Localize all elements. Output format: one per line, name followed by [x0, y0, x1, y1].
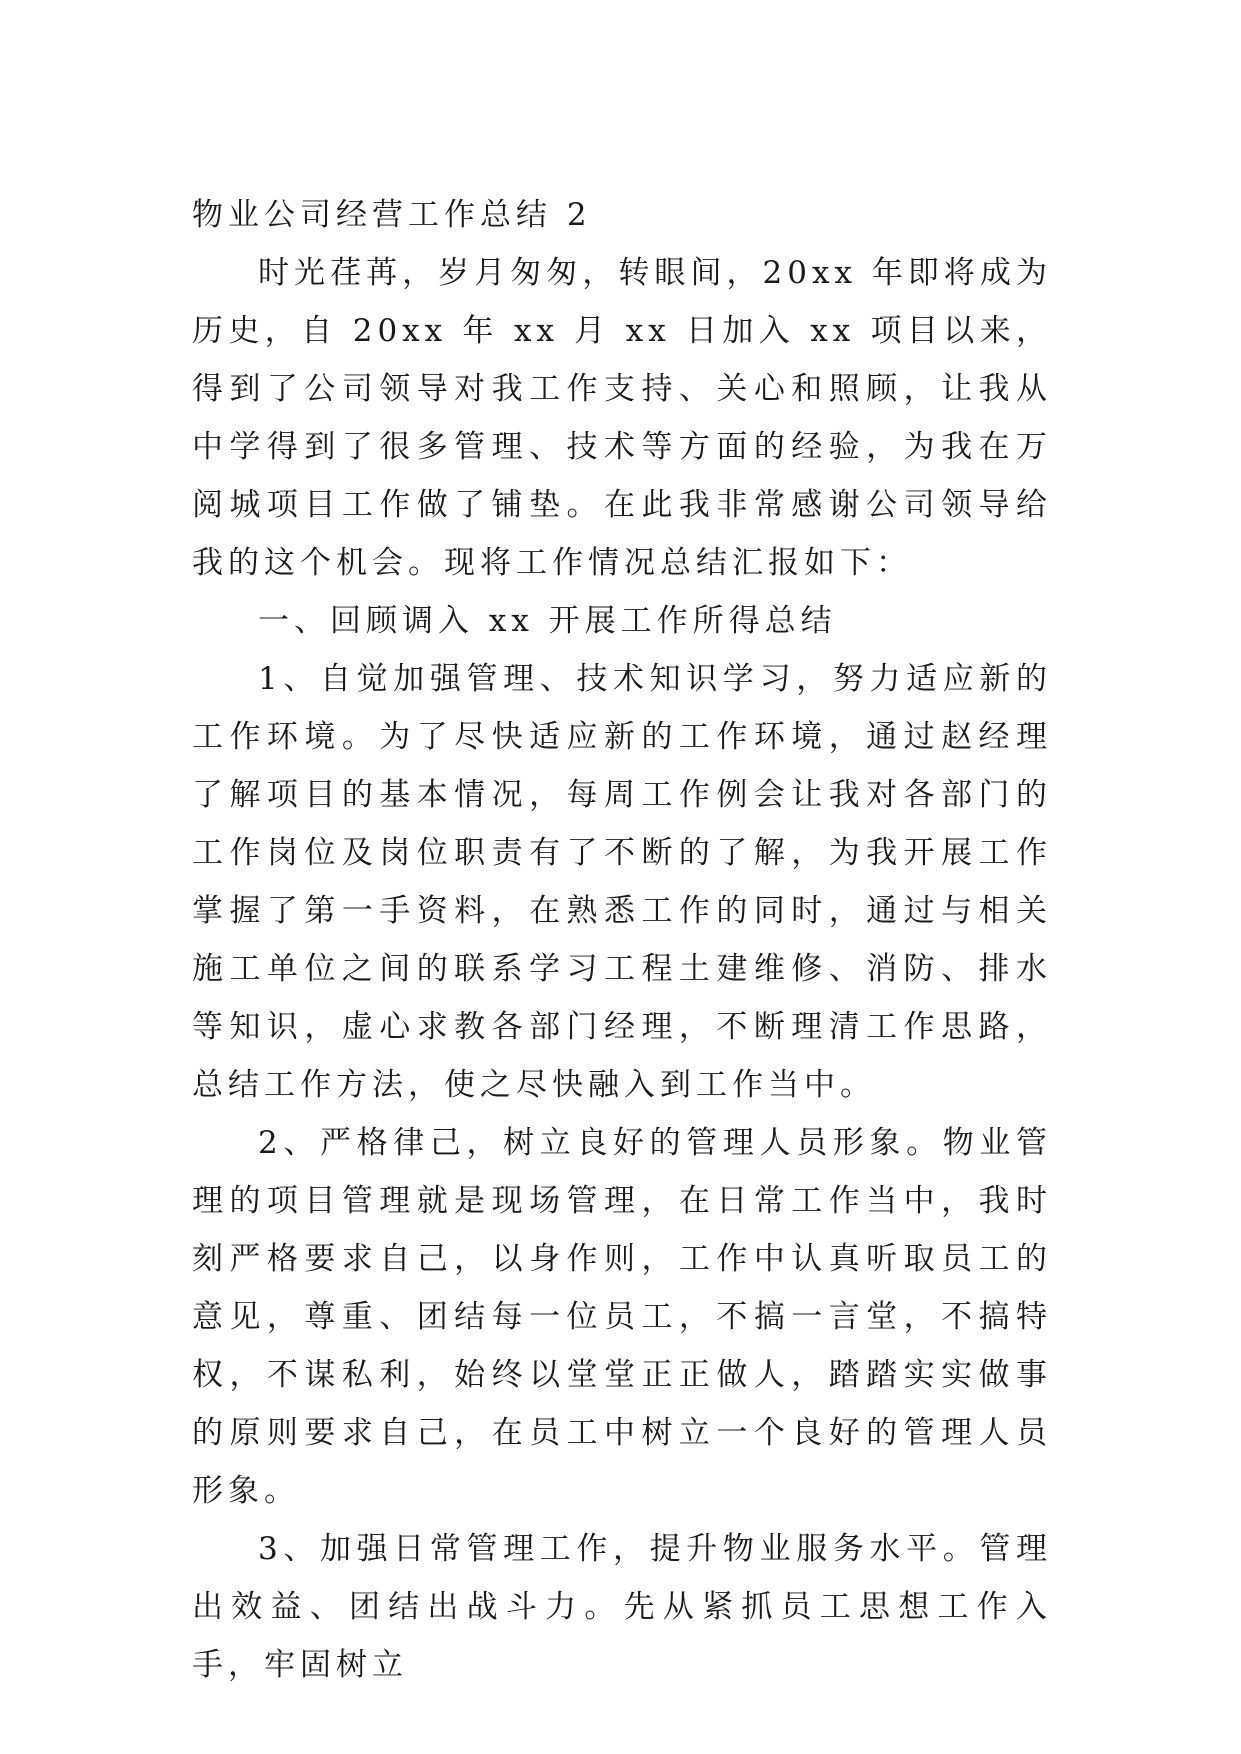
- section-heading: 一、回顾调入 xx 开展工作所得总结: [258, 603, 837, 639]
- paragraph-item-3: 3、加强日常管理工作，提升物业服务水平。管理出效益、团结出战斗力。先从紧抓员工思想工作入手，牢固树立: [192, 1531, 1052, 1683]
- document-body: [192, 186, 1052, 1694]
- intro-paragraph: 时光荏苒，岁月匆匆，转眼间，20xx 年即将成为历史，自 20xx 年 xx 月 xx 日加入 xx 项目以来，得到了公司领导对我工作支持、关心和照顾，让我从中学得到了很多管理、技术等方面的经验，为我在万阅城项目工作做了铺垫。在此我非常感谢公司领导给我的这个机会。现将工作情况总结汇报如下：: [192, 255, 1052, 581]
- paragraph-item-2: 2、严格律己，树立良好的管理人员形象。物业管理的项目管理就是现场管理，在日常工作当中，我时刻严格要求自己，以身作则，工作中认真听取员工的意见，尊重、团结每一位员工，不搞一言堂，不搞特权，不谋私利，始终以堂堂正正做人，踏踏实实做事的原则要求自己，在员工中树立一个良好的管理人员形象。: [192, 1125, 1052, 1509]
- paragraph-item-1: 1、自觉加强管理、技术知识学习，努力适应新的工作环境。为了尽快适应新的工作环境，通过赵经理了解项目的基本情况，每周工作例会让我对各部门的工作岗位及岗位职责有了不断的了解，为我开展工作掌握了第一手资料，在熟悉工作的同时，通过与相关施工单位之间的联系学习工程土建维修、消防、排水等知识，虚心求教各部门经理，不断理清工作思路，总结工作方法，使之尽快融入到工作当中。: [192, 661, 1052, 1103]
- document-title: 物业公司经营工作总结 2: [192, 197, 592, 233]
